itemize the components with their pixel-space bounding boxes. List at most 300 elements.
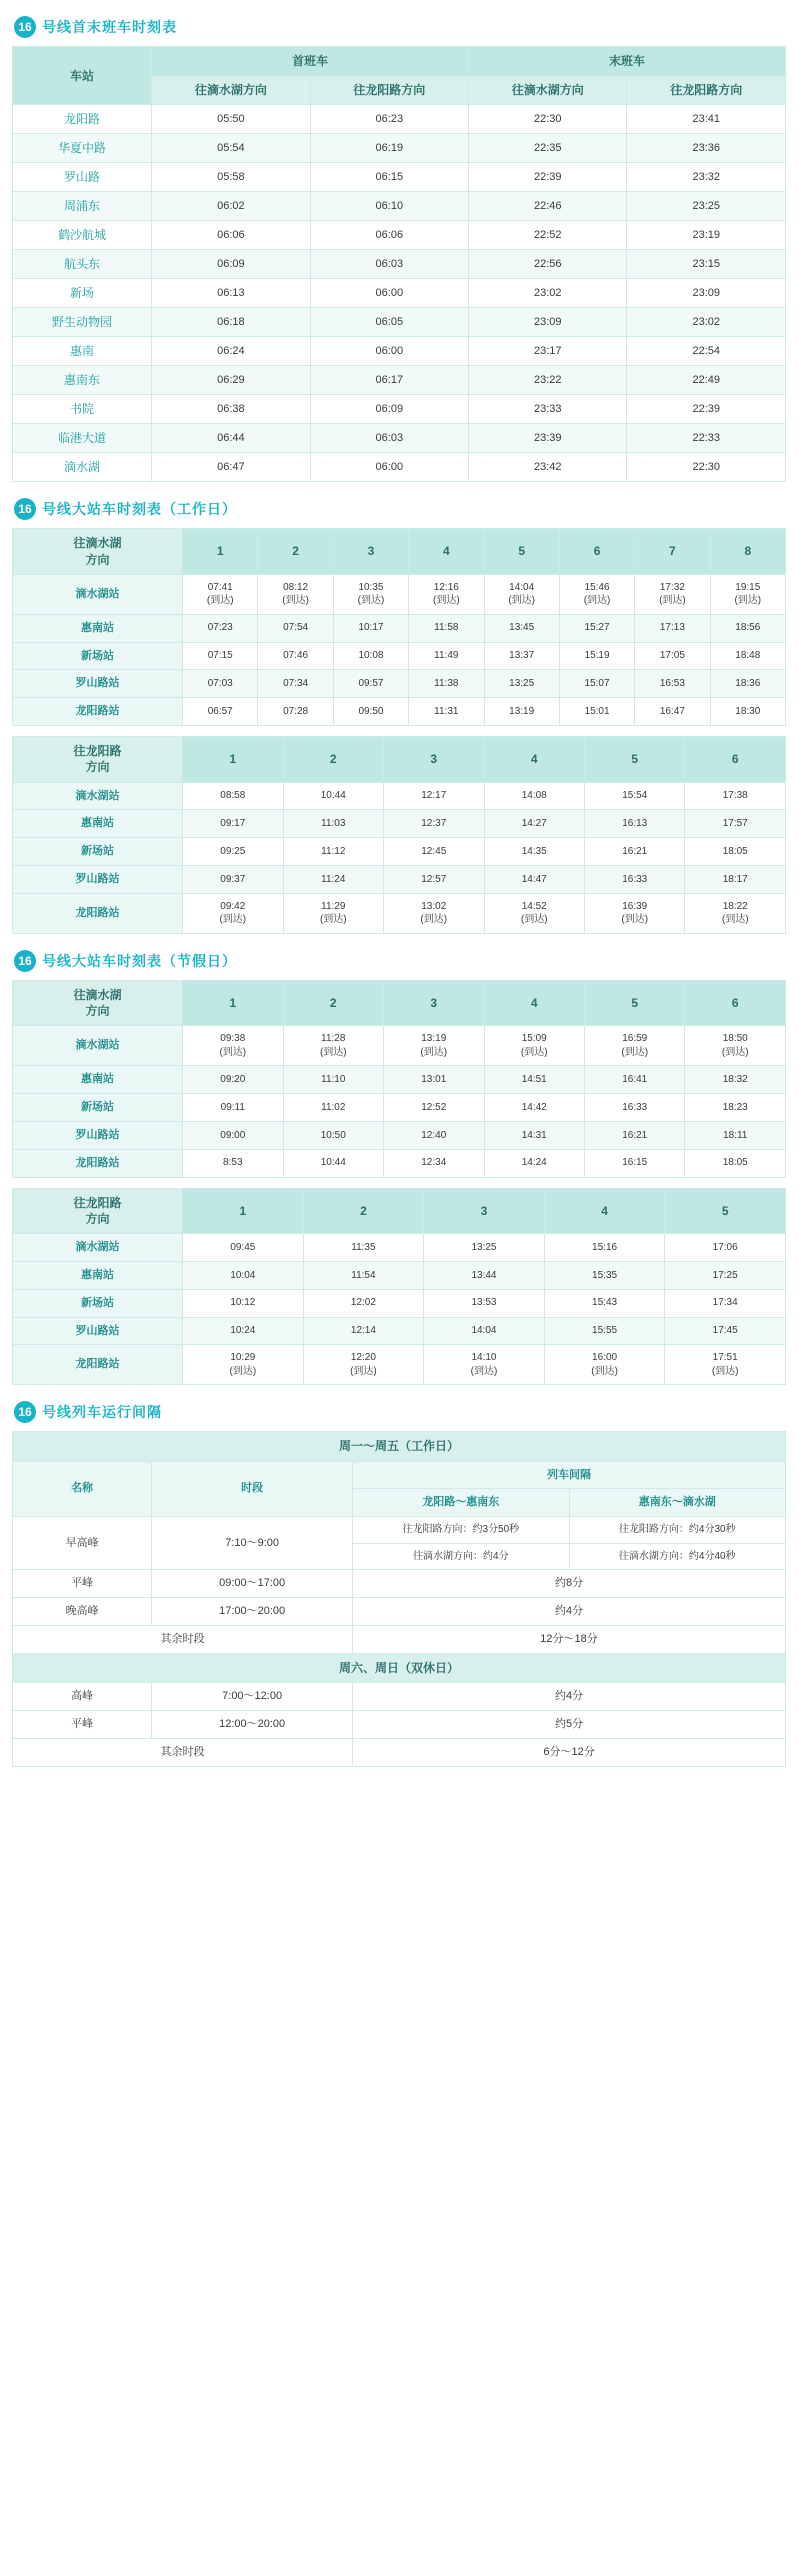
station-name: 新场站 (13, 642, 183, 670)
time-cell: 06:09 (310, 395, 468, 424)
station-name: 罗山路站 (13, 1317, 183, 1345)
period-time: 7:10～9:00 (152, 1517, 353, 1570)
time-cell: 07:41 (到达) (183, 574, 258, 614)
time-cell: 15:35 (544, 1261, 665, 1289)
time-cell: 06:15 (310, 163, 468, 192)
time-cell: 09:11 (183, 1094, 283, 1122)
time-cell: 15:01 (559, 698, 634, 726)
interval-cell: 往滴水湖方向：约4分 (353, 1543, 569, 1570)
time-cell: 17:45 (665, 1317, 786, 1345)
time-cell: 18:17 (685, 866, 786, 894)
time-cell: 09:42 (到达) (183, 893, 283, 933)
express-holiday-to-longyanglu-body (13, 1234, 786, 1385)
interval-cell: 约5分 (353, 1710, 786, 1738)
time-cell: 08:12 (到达) (258, 574, 333, 614)
time-cell: 06:23 (310, 105, 468, 134)
station-name: 龙阳路站 (13, 698, 183, 726)
time-cell: 13:53 (424, 1289, 545, 1317)
time-cell: 06:13 (152, 279, 310, 308)
express-weekday-to-longyanglu-table (12, 736, 786, 934)
time-cell: 06:06 (152, 221, 310, 250)
time-cell: 05:58 (152, 163, 310, 192)
station-name: 罗山路站 (13, 670, 183, 698)
header-train-number: 5 (584, 737, 684, 782)
table-header-row (13, 47, 786, 76)
time-cell: 12:34 (384, 1149, 484, 1177)
time-cell: 11:49 (409, 642, 484, 670)
header-train-number: 3 (333, 529, 408, 574)
station-name: 罗山路站 (13, 866, 183, 894)
time-cell: 12:45 (384, 838, 484, 866)
time-cell: 22:33 (627, 424, 786, 453)
time-cell: 12:57 (384, 866, 484, 894)
time-cell: 12:02 (303, 1289, 424, 1317)
header-train-number: 4 (484, 737, 584, 782)
time-cell: 10:08 (333, 642, 408, 670)
table-row (13, 1149, 786, 1177)
table-row (13, 308, 786, 337)
table-row (13, 1625, 786, 1653)
time-cell: 11:31 (409, 698, 484, 726)
header-train-number: 1 (183, 737, 283, 782)
station-name: 滴水湖站 (13, 782, 183, 810)
header-train-number: 1 (183, 1188, 304, 1233)
header-segment-a: 龙阳路～惠南东 (353, 1489, 569, 1517)
table-row (13, 366, 786, 395)
table-row (13, 1345, 786, 1385)
station-name: 龙阳路 (13, 105, 152, 134)
period-title: 周一～周五（工作日） (13, 1432, 786, 1461)
station-name: 周浦东 (13, 192, 152, 221)
station-name: 野生动物园 (13, 308, 152, 337)
header-train-number: 6 (685, 737, 786, 782)
time-cell: 14:51 (484, 1066, 584, 1094)
time-cell: 17:05 (635, 642, 710, 670)
time-cell: 16:21 (584, 1121, 684, 1149)
interval-cell: 往滴水湖方向：约4分40秒 (569, 1543, 785, 1570)
line-number-badge: 16 (14, 498, 36, 520)
time-cell: 13:01 (384, 1066, 484, 1094)
time-cell: 14:04 (424, 1317, 545, 1345)
interval-cell: 约4分 (353, 1598, 786, 1626)
time-cell: 15:07 (559, 670, 634, 698)
line-number-badge: 16 (14, 950, 36, 972)
table-row (13, 614, 786, 642)
time-cell: 23:09 (627, 279, 786, 308)
time-cell: 08:58 (183, 782, 283, 810)
direction-label-to-longyanglu: 往龙阳路 方向 (13, 1188, 183, 1233)
header-train-number: 6 (559, 529, 634, 574)
header-train-number: 7 (635, 529, 710, 574)
time-cell: 11:58 (409, 614, 484, 642)
time-cell: 13:37 (484, 642, 559, 670)
time-cell: 10:50 (283, 1121, 383, 1149)
time-cell: 13:44 (424, 1261, 545, 1289)
time-cell: 15:09 (到达) (484, 1026, 584, 1066)
time-cell: 16:47 (635, 698, 710, 726)
time-cell: 17:38 (685, 782, 786, 810)
time-cell: 12:40 (384, 1121, 484, 1149)
time-cell: 10:29 (到达) (183, 1345, 304, 1385)
table-row (13, 1121, 786, 1149)
time-cell: 17:57 (685, 810, 786, 838)
time-cell: 07:23 (183, 614, 258, 642)
time-cell: 18:11 (685, 1121, 786, 1149)
time-cell: 10:44 (283, 782, 383, 810)
time-cell: 06:17 (310, 366, 468, 395)
header-train-number: 3 (424, 1188, 545, 1233)
header-train-number: 5 (584, 980, 684, 1025)
time-cell: 14:27 (484, 810, 584, 838)
time-cell: 12:52 (384, 1094, 484, 1122)
time-cell: 07:34 (258, 670, 333, 698)
period-name: 其余时段 (13, 1738, 353, 1766)
table-row (13, 893, 786, 933)
table-row (13, 221, 786, 250)
header-train-number: 3 (384, 980, 484, 1025)
time-cell: 22:30 (469, 105, 627, 134)
time-cell: 12:17 (384, 782, 484, 810)
period-time: 7:00～12:00 (152, 1682, 353, 1710)
time-cell: 10:24 (183, 1317, 304, 1345)
header-train-number: 3 (384, 737, 484, 782)
header-last-train: 末班车 (469, 47, 786, 76)
header-train-number: 2 (303, 1188, 424, 1233)
time-cell: 07:03 (183, 670, 258, 698)
table-row (13, 1094, 786, 1122)
time-cell: 07:46 (258, 642, 333, 670)
time-cell: 11:24 (283, 866, 383, 894)
table-row (13, 1261, 786, 1289)
table-row (13, 782, 786, 810)
direction-label-to-dishuihu: 往滴水湖 方向 (13, 529, 183, 574)
time-cell: 11:35 (303, 1234, 424, 1262)
time-cell: 17:51 (到达) (665, 1345, 786, 1385)
time-cell: 12:16 (到达) (409, 574, 484, 614)
header-first-to-longyanglu: 往龙阳路方向 (310, 76, 468, 105)
interval-cell: 约4分 (353, 1682, 786, 1710)
first-last-train-body (13, 105, 786, 482)
time-cell: 06:03 (310, 250, 468, 279)
time-cell: 15:16 (544, 1234, 665, 1262)
time-cell: 14:10 (到达) (424, 1345, 545, 1385)
time-cell: 09:20 (183, 1066, 283, 1094)
time-cell: 13:19 (484, 698, 559, 726)
time-cell: 12:14 (303, 1317, 424, 1345)
time-cell: 23:36 (627, 134, 786, 163)
time-cell: 09:57 (333, 670, 408, 698)
table-row (13, 642, 786, 670)
time-cell: 22:35 (469, 134, 627, 163)
time-cell: 23:32 (627, 163, 786, 192)
time-cell: 06:00 (310, 453, 468, 482)
time-cell: 23:33 (469, 395, 627, 424)
time-cell: 06:57 (183, 698, 258, 726)
spacer (12, 1178, 786, 1188)
section-title: 号线大站车时刻表（节假日） (42, 952, 237, 969)
time-cell: 18:30 (710, 698, 785, 726)
period-title: 周六、周日（双休日） (13, 1653, 786, 1682)
section-header-first-last-train (14, 16, 786, 38)
time-cell: 06:29 (152, 366, 310, 395)
interval-cell: 往龙阳路方向：约4分30秒 (569, 1517, 785, 1544)
section-header-express-weekday (14, 498, 786, 520)
table-row (13, 574, 786, 614)
header-train-number: 4 (409, 529, 484, 574)
period-name: 其余时段 (13, 1625, 353, 1653)
time-cell: 16:21 (584, 838, 684, 866)
time-cell: 06:10 (310, 192, 468, 221)
time-cell: 23:15 (627, 250, 786, 279)
station-name: 新场站 (13, 1289, 183, 1317)
period-name: 早高峰 (13, 1517, 152, 1570)
time-cell: 16:33 (584, 1094, 684, 1122)
weekday-title-row (13, 1432, 786, 1461)
table-row (13, 810, 786, 838)
station-name: 新场站 (13, 1094, 183, 1122)
time-cell: 18:36 (710, 670, 785, 698)
time-cell: 06:03 (310, 424, 468, 453)
time-cell: 15:19 (559, 642, 634, 670)
table-row (13, 866, 786, 894)
time-cell: 23:22 (469, 366, 627, 395)
headway-body (13, 1432, 786, 1766)
header-first-to-dishuihu: 往滴水湖方向 (152, 76, 310, 105)
time-cell: 06:19 (310, 134, 468, 163)
time-cell: 23:41 (627, 105, 786, 134)
station-name: 惠南站 (13, 1261, 183, 1289)
table-row (13, 1682, 786, 1710)
time-cell: 16:13 (584, 810, 684, 838)
time-cell: 17:34 (665, 1289, 786, 1317)
station-name: 华夏中路 (13, 134, 152, 163)
time-cell: 22:39 (627, 395, 786, 424)
time-cell: 22:39 (469, 163, 627, 192)
station-name: 罗山路 (13, 163, 152, 192)
time-cell: 10:17 (333, 614, 408, 642)
section-title: 号线首末班车时刻表 (42, 19, 177, 35)
time-cell: 19:15 (到达) (710, 574, 785, 614)
line-number-badge: 16 (14, 16, 36, 38)
express-weekday-to-dishuihu-table (12, 528, 786, 726)
station-name: 罗山路站 (13, 1121, 183, 1149)
header-first-train: 首班车 (152, 47, 469, 76)
header-train-number: 1 (183, 980, 283, 1025)
time-cell: 05:54 (152, 134, 310, 163)
direction-label-to-dishuihu: 往滴水湖 方向 (13, 980, 183, 1025)
time-cell: 23:02 (627, 308, 786, 337)
interval-cell: 12分～18分 (353, 1625, 786, 1653)
table-row (13, 1026, 786, 1066)
station-name: 滴水湖站 (13, 574, 183, 614)
table-row (13, 424, 786, 453)
time-cell: 11:38 (409, 670, 484, 698)
time-cell: 06:18 (152, 308, 310, 337)
table-header-row (13, 1188, 786, 1233)
time-cell: 06:09 (152, 250, 310, 279)
station-name: 新场 (13, 279, 152, 308)
time-cell: 15:55 (544, 1317, 665, 1345)
time-cell: 18:23 (685, 1094, 786, 1122)
time-cell: 06:47 (152, 453, 310, 482)
interval-cell: 6分～12分 (353, 1738, 786, 1766)
station-name: 惠南站 (13, 614, 183, 642)
express-weekday-to-dishuihu-body (13, 574, 786, 725)
period-time: 12:00～20:00 (152, 1710, 353, 1738)
time-cell: 23:19 (627, 221, 786, 250)
header-name: 名称 (13, 1461, 152, 1517)
time-cell: 17:25 (665, 1261, 786, 1289)
time-cell: 22:54 (627, 337, 786, 366)
headway-table (12, 1431, 786, 1766)
table-row (13, 395, 786, 424)
station-name: 航头东 (13, 250, 152, 279)
header-train-number: 8 (710, 529, 785, 574)
table-row (13, 279, 786, 308)
time-cell: 10:04 (183, 1261, 304, 1289)
section-title: 号线列车运行间隔 (42, 1404, 162, 1421)
header-interval: 列车间隔 (353, 1461, 786, 1489)
station-name: 惠南站 (13, 810, 183, 838)
header-train-number: 6 (685, 980, 786, 1025)
time-cell: 06:38 (152, 395, 310, 424)
header-last-to-longyanglu: 往龙阳路方向 (627, 76, 786, 105)
time-cell: 14:35 (484, 838, 584, 866)
table-row (13, 1234, 786, 1262)
time-cell: 14:04 (到达) (484, 574, 559, 614)
time-cell: 12:20 (到达) (303, 1345, 424, 1385)
time-cell: 15:27 (559, 614, 634, 642)
line-number-badge: 16 (14, 1401, 36, 1423)
table-row (13, 1570, 786, 1598)
period-name: 晚高峰 (13, 1598, 152, 1626)
table-row (13, 250, 786, 279)
time-cell: 14:52 (到达) (484, 893, 584, 933)
time-cell: 23:09 (469, 308, 627, 337)
time-cell: 18:22 (到达) (685, 893, 786, 933)
time-cell: 06:00 (310, 279, 468, 308)
time-cell: 23:42 (469, 453, 627, 482)
time-cell: 11:28 (到达) (283, 1026, 383, 1066)
time-cell: 18:05 (685, 1149, 786, 1177)
time-cell: 14:47 (484, 866, 584, 894)
station-name: 鹤沙航城 (13, 221, 152, 250)
table-row (13, 1710, 786, 1738)
table-row (13, 1317, 786, 1345)
table-row (13, 1738, 786, 1766)
station-name: 滴水湖 (13, 453, 152, 482)
time-cell: 16:41 (584, 1066, 684, 1094)
station-name: 新场站 (13, 838, 183, 866)
station-name: 惠南 (13, 337, 152, 366)
header-train-number: 1 (183, 529, 258, 574)
time-cell: 22:46 (469, 192, 627, 221)
direction-label-to-longyanglu: 往龙阳路 方向 (13, 737, 183, 782)
time-cell: 09:38 (到达) (183, 1026, 283, 1066)
time-cell: 18:56 (710, 614, 785, 642)
header-train-number: 2 (283, 737, 383, 782)
time-cell: 11:54 (303, 1261, 424, 1289)
time-cell: 10:44 (283, 1149, 383, 1177)
time-cell: 15:54 (584, 782, 684, 810)
table-row (13, 1517, 786, 1544)
first-last-train-table (12, 46, 786, 482)
time-cell: 14:08 (484, 782, 584, 810)
table-row (13, 1066, 786, 1094)
header-train-number: 2 (283, 980, 383, 1025)
header-segment-b: 惠南东～滴水湖 (569, 1489, 785, 1517)
time-cell: 07:15 (183, 642, 258, 670)
table-row (13, 670, 786, 698)
time-cell: 09:17 (183, 810, 283, 838)
station-name: 滴水湖站 (13, 1026, 183, 1066)
express-holiday-to-dishuihu-table (12, 980, 786, 1178)
time-cell: 07:28 (258, 698, 333, 726)
express-holiday-to-longyanglu-table (12, 1188, 786, 1386)
period-name: 平峰 (13, 1710, 152, 1738)
section-header-headway (14, 1401, 786, 1423)
time-cell: 23:39 (469, 424, 627, 453)
table-row (13, 1289, 786, 1317)
station-name: 龙阳路站 (13, 1149, 183, 1177)
time-cell: 8:53 (183, 1149, 283, 1177)
express-holiday-to-dishuihu-body (13, 1026, 786, 1177)
time-cell: 06:00 (310, 337, 468, 366)
time-cell: 06:05 (310, 308, 468, 337)
time-cell: 10:12 (183, 1289, 304, 1317)
time-cell: 09:45 (183, 1234, 304, 1262)
table-header-row (13, 529, 786, 574)
period-time: 17:00～20:00 (152, 1598, 353, 1626)
time-cell: 16:59 (到达) (584, 1026, 684, 1066)
time-cell: 16:33 (584, 866, 684, 894)
page-root (0, 16, 798, 1785)
table-row (13, 163, 786, 192)
table-row (13, 1598, 786, 1626)
time-cell: 17:06 (665, 1234, 786, 1262)
spacer (12, 726, 786, 736)
header-last-to-dishuihu: 往滴水湖方向 (469, 76, 627, 105)
time-cell: 15:43 (544, 1289, 665, 1317)
table-row (13, 838, 786, 866)
time-cell: 11:02 (283, 1094, 383, 1122)
time-cell: 09:25 (183, 838, 283, 866)
period-name: 平峰 (13, 1570, 152, 1598)
time-cell: 22:30 (627, 453, 786, 482)
time-cell: 07:54 (258, 614, 333, 642)
time-cell: 15:46 (到达) (559, 574, 634, 614)
time-cell: 06:02 (152, 192, 310, 221)
period-name: 高峰 (13, 1682, 152, 1710)
table-header-row (13, 1461, 786, 1489)
header-train-number: 5 (665, 1188, 786, 1233)
station-name: 临港大道 (13, 424, 152, 453)
express-weekday-to-longyanglu-body (13, 782, 786, 933)
station-name: 书院 (13, 395, 152, 424)
table-row (13, 698, 786, 726)
header-train-number: 4 (544, 1188, 665, 1233)
header-period: 时段 (152, 1461, 353, 1517)
time-cell: 18:50 (到达) (685, 1026, 786, 1066)
period-time: 09:00～17:00 (152, 1570, 353, 1598)
time-cell: 22:56 (469, 250, 627, 279)
weekend-title-row (13, 1653, 786, 1682)
station-name: 滴水湖站 (13, 1234, 183, 1262)
time-cell: 13:19 (到达) (384, 1026, 484, 1066)
table-row (13, 192, 786, 221)
time-cell: 16:15 (584, 1149, 684, 1177)
section-title: 号线大站车时刻表（工作日） (42, 501, 237, 518)
